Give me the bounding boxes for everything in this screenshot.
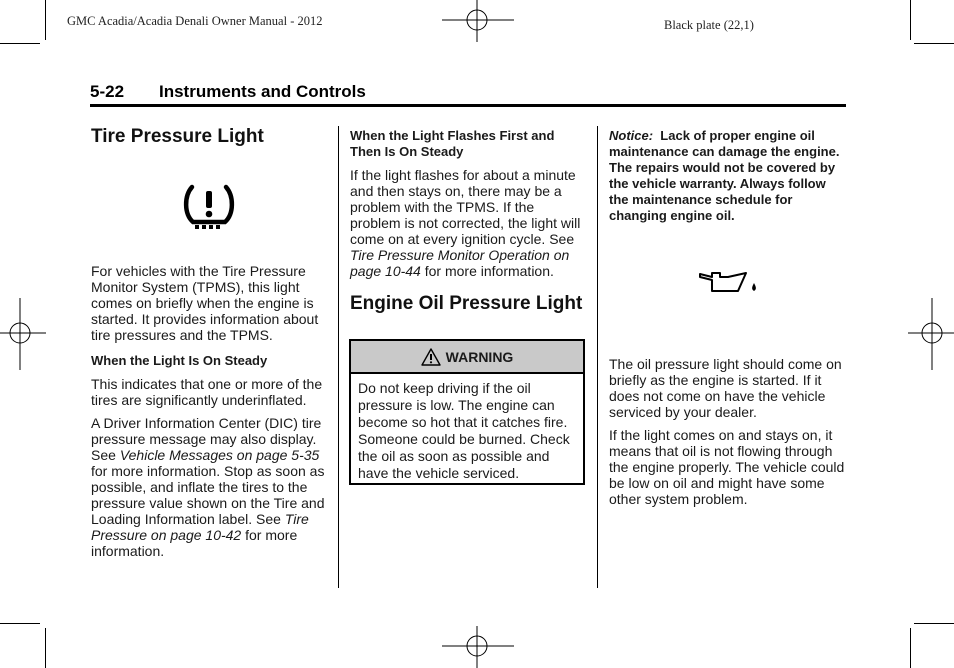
dic-text: A Driver Information Center (DIC) tire pressure message may also display. See xyxy=(91,415,322,463)
tpms-operation-link[interactable]: Tire Pressure Monitor Operation on page 10-44 xyxy=(350,247,570,279)
oil-pressure-heading: Engine Oil Pressure Light xyxy=(350,293,583,314)
warning-box xyxy=(349,339,585,485)
crop-mark xyxy=(910,0,911,40)
tire-pressure-warning-icon xyxy=(183,182,235,232)
section-header xyxy=(90,80,846,107)
plate-label: Black plate (22,1) xyxy=(664,18,754,32)
flashes-paragraph xyxy=(350,167,588,279)
crop-mark xyxy=(0,43,40,44)
crop-mark xyxy=(45,628,46,668)
column-3 xyxy=(609,128,847,514)
crop-mark xyxy=(910,628,911,668)
dic-paragraph xyxy=(91,415,331,559)
section-title: Instruments and Controls xyxy=(159,82,366,101)
tire-pressure-figure xyxy=(91,148,331,260)
crop-mark xyxy=(45,0,46,40)
warning-label: WARNING xyxy=(445,348,514,365)
column-divider xyxy=(597,126,598,588)
notice-paragraph xyxy=(609,128,847,224)
vehicle-messages-link[interactable]: Vehicle Messages on page 5-35 xyxy=(119,447,320,463)
registration-mark xyxy=(442,0,514,48)
crop-mark xyxy=(0,623,40,624)
warning-header xyxy=(351,341,583,374)
steady-paragraph: This indicates that one or more of the tires are significantly underinflated. xyxy=(91,376,323,408)
dic-text: for more information. Stop as soon as possible, and inflate the tires to the pressure value shown on the Tire and Loading Information label. See xyxy=(91,463,325,527)
dic-text: for more information. xyxy=(91,527,298,559)
column-divider xyxy=(338,126,339,588)
crop-mark xyxy=(914,623,954,624)
warning-text: Do not keep driving if the oil pressure is low. The engine can become so hot that it catches fire. Someone could be burned. Check the oil as soon as possible and have the vehicle serviced. xyxy=(358,380,570,481)
flashes-subheading: When the Light Flashes First and Then Is On Steady xyxy=(350,128,555,159)
exclamation-triangle-icon xyxy=(421,348,441,366)
manual-title: GMC Acadia/Acadia Denali Owner Manual - 2012 xyxy=(67,14,323,28)
crop-mark xyxy=(914,43,954,44)
registration-mark xyxy=(0,298,46,370)
registration-mark xyxy=(442,624,514,668)
flashes-text: for more information. xyxy=(420,263,554,279)
notice-label: Notice: xyxy=(609,128,654,143)
tire-pressure-link[interactable]: Tire Pressure on page 10-42 xyxy=(91,511,309,543)
flashes-text: If the light flashes for about a minute and then stays on, there may be a problem with the TPMS. If the problem is not corrected, the light will come on at every ignition cycle. See xyxy=(350,167,581,247)
oil-figure xyxy=(609,231,847,356)
steady-subheading: When the Light Is On Steady xyxy=(91,353,268,368)
oil-can-icon xyxy=(698,267,762,297)
page-number: 5-22 xyxy=(90,82,125,101)
notice-text: Lack of proper engine oil maintenance can damage the engine. The repairs would not be covered by the vehicle warranty. Always follow the maintenance schedule for changing engine oil. xyxy=(609,128,840,223)
column-2 xyxy=(350,128,588,315)
oil-paragraph-1: The oil pressure light should come on briefly as the engine is started. If it does not come on have the vehicle serviced by your dealer. xyxy=(609,356,842,420)
tire-pressure-heading: Tire Pressure Light xyxy=(91,126,264,147)
registration-mark xyxy=(908,298,954,370)
oil-paragraph-2: If the light comes on and stays on, it means that oil is not flowing through the engine properly. The vehicle could be low on oil and might have some other system problem. xyxy=(609,427,845,507)
tpms-intro: For vehicles with the Tire Pressure Monitor System (TPMS), this light comes on briefly when the engine is started. It provides information about tire pressures and the TPMS. xyxy=(91,263,319,343)
column-1 xyxy=(91,126,331,566)
